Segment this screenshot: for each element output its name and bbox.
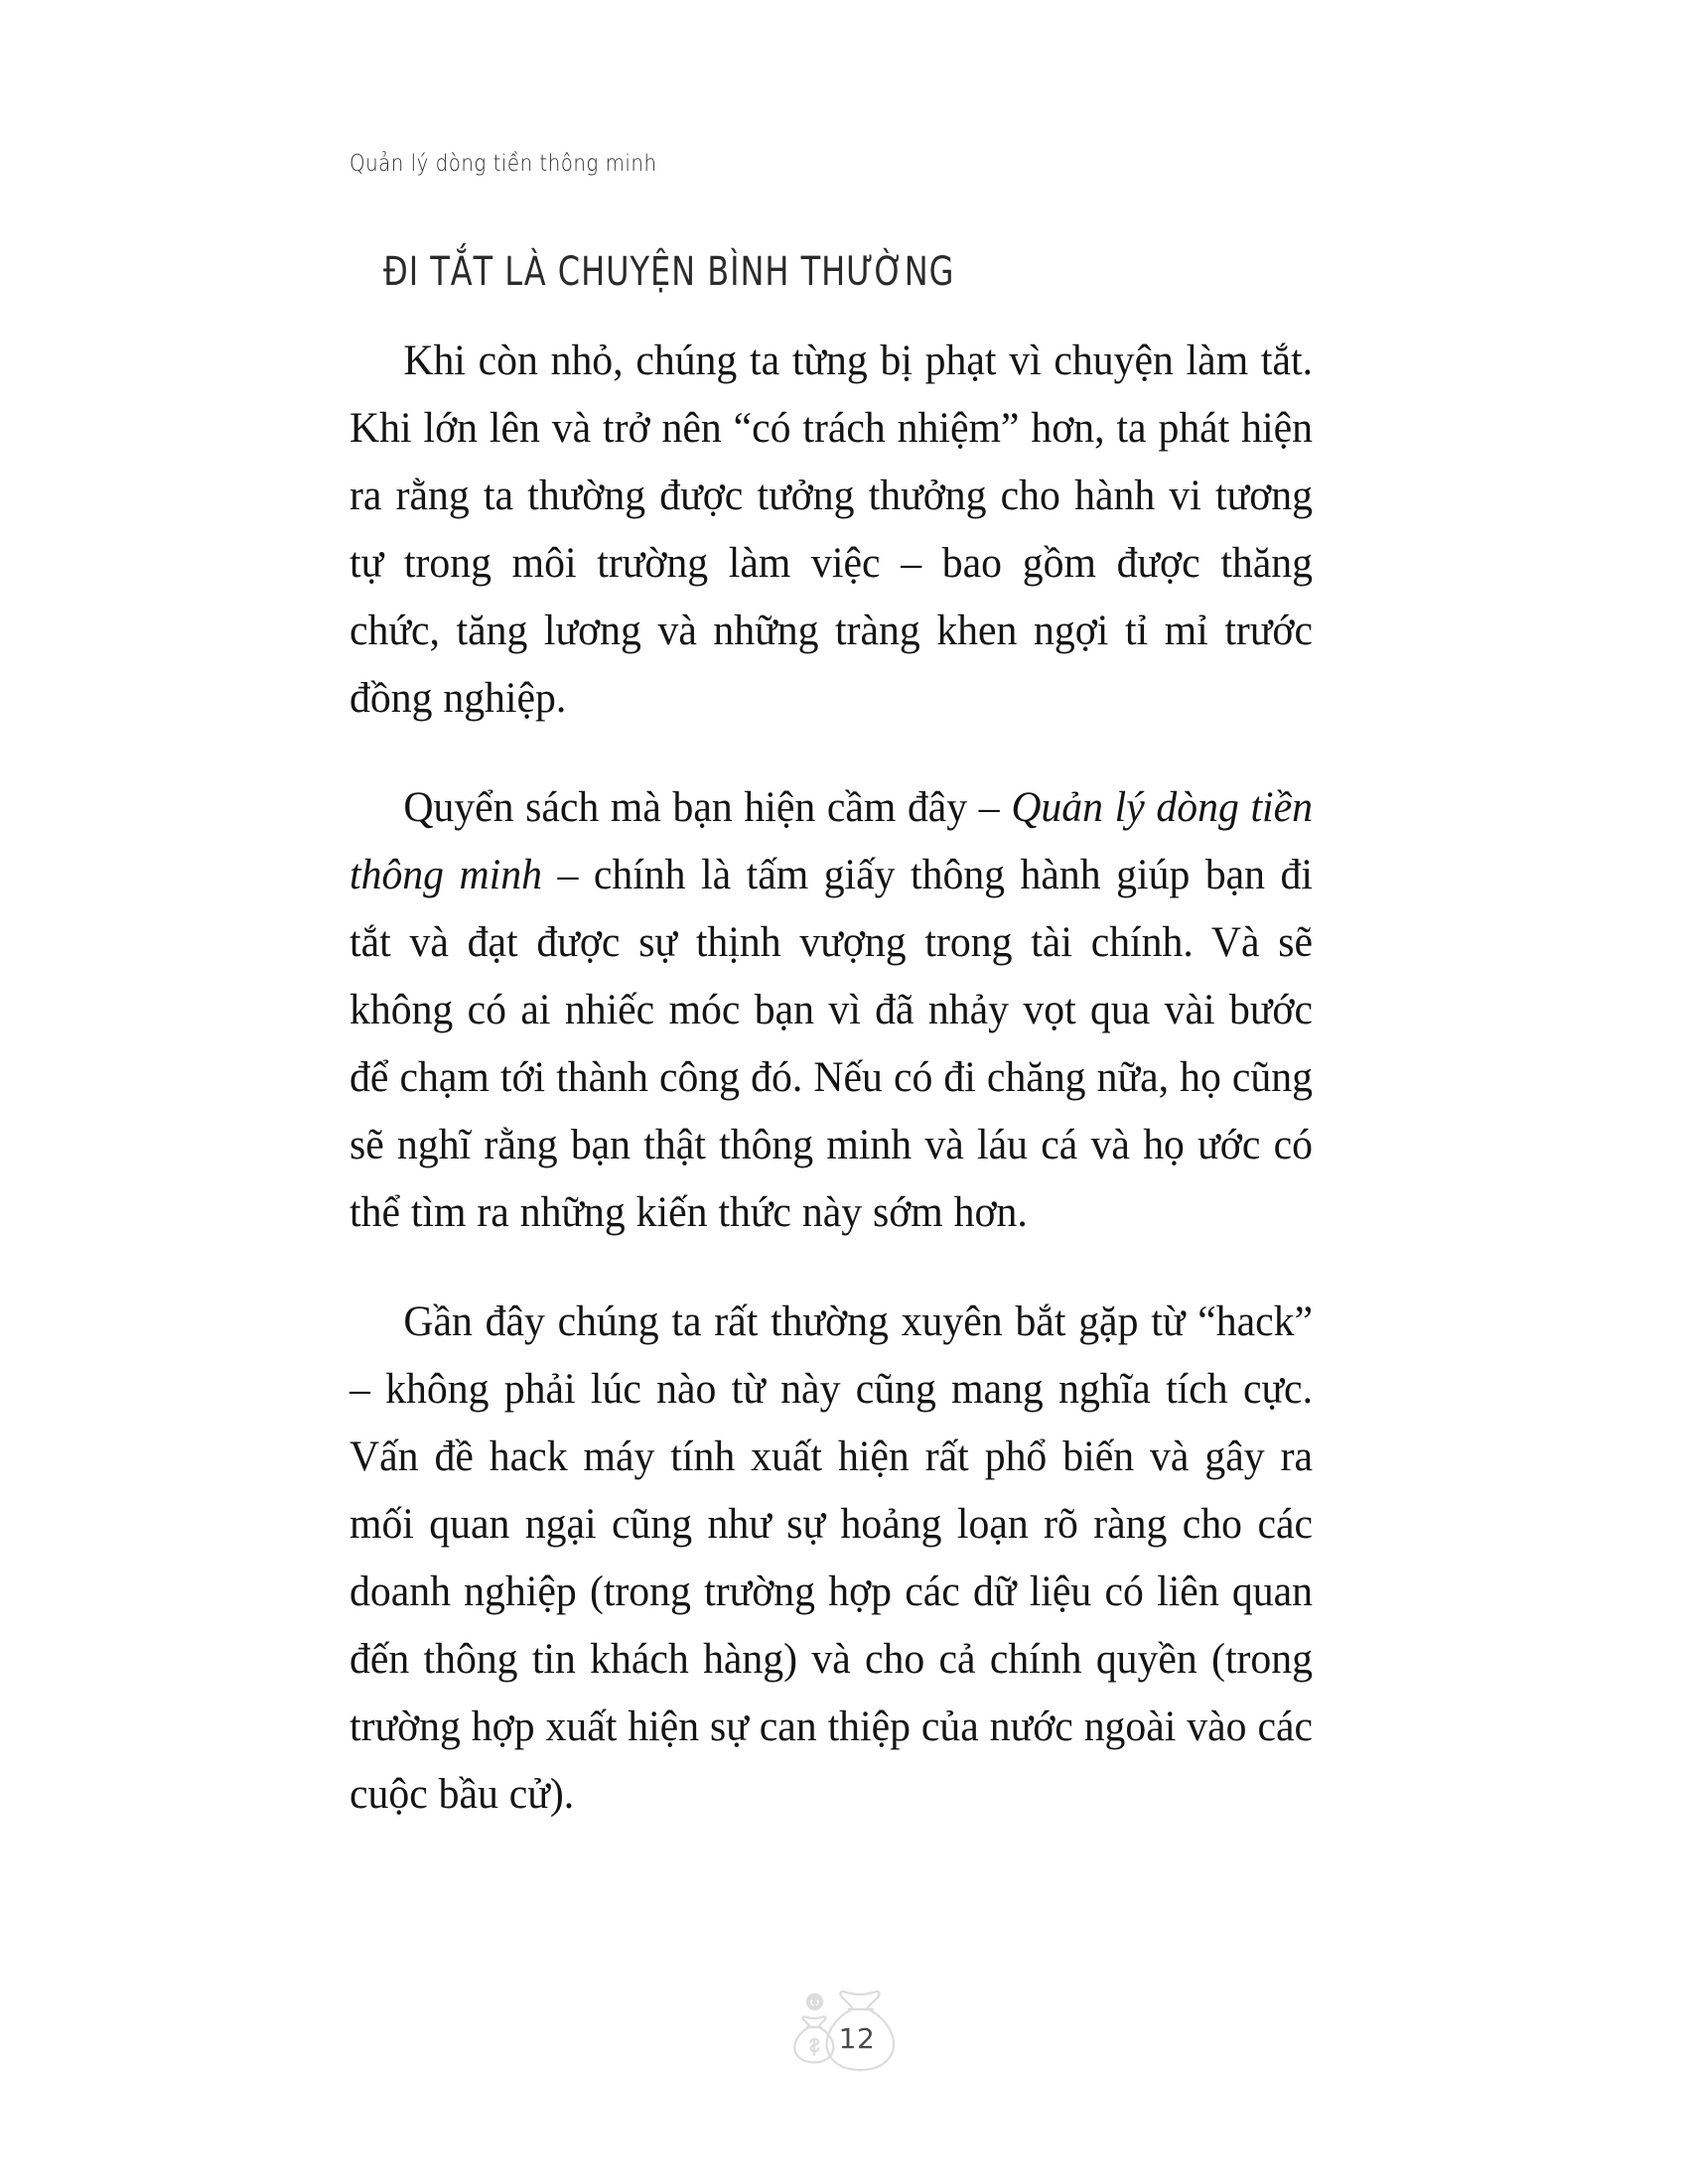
page-footer	[0, 1971, 1688, 2090]
paragraph-2-lead: Quyển sách mà bạn hiện cầm đây –	[403, 784, 1012, 831]
paragraph-2-tail: – chính là tấm giấy thông hành giúp bạn đi tắt và đạt được sự thịnh vượng trong tài chính. Và sẽ không có ai nhiếc móc bạn vì đã nhảy vọt qua vài bước để chạm tới thành công đó. Nếu có đi chăng nữa, họ cũng sẽ nghĩ rằng bạn thật thông minh và láu cá và họ ước có thể tìm ra những kiến thức này sớm hơn.	[350, 852, 1313, 1236]
body-paragraph-3: Gần đây chúng ta rất thường xuyên bắt gặp từ “hack” – không phải lúc nào từ này cũng mang nghĩa tích cực. Vấn đề hack máy tính xuất hiện rất phổ biến và gây ra mối quan ngại cũng như sự hoảng loạn rõ ràng cho các doanh nghiệp (trong trường hợp các dữ liệu có liên quan đến thông tin khách hàng) và cho cả chính quyền (trong trường hợp xuất hiện sự can thiệp của nước ngoài vào các cuộc bầu cử).	[350, 1298, 1313, 1818]
text-column	[350, 250, 1342, 1829]
ornament-wrap	[770, 1976, 918, 2085]
running-header: Quản lý dòng tiền thông minh	[350, 151, 657, 177]
body-paragraph-1: Khi còn nhỏ, chúng ta từng bị phạt vì chuyện làm tắt. Khi lớn lên và trở nên “có trách nhiệm” hơn, ta phát hiện ra rằng ta thường được tưởng thưởng cho hành vi tương tự trong môi trường làm việc – bao gồm được thăng chức, tăng lương và những tràng khen ngợi tỉ mỉ trước đồng nghiệp.	[350, 338, 1313, 722]
section-heading: ĐI TẮT LÀ CHUYỆN BÌNH THƯỜNG	[383, 249, 955, 295]
page-number: 12	[838, 2021, 876, 2055]
body-paragraph-2	[350, 774, 1313, 1247]
book-title-italic: Quản lý dòng tiền thông minh	[350, 784, 1313, 898]
